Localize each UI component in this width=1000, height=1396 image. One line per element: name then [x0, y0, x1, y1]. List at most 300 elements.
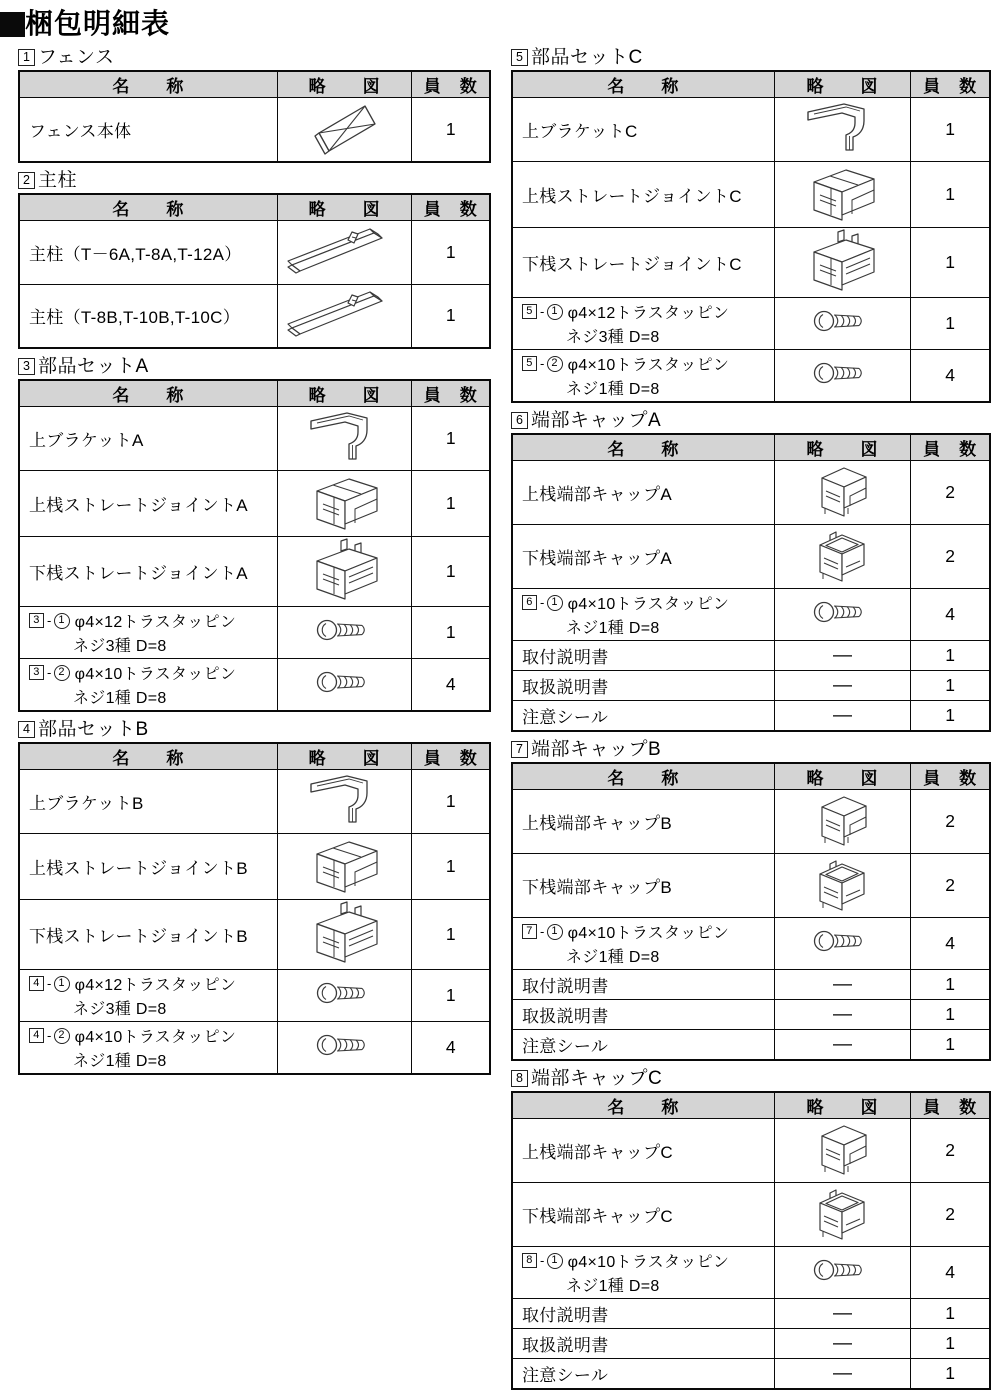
part-name: φ4×12トラスタッピン: [567, 305, 730, 322]
ref-number-circle: 2: [54, 665, 70, 681]
table-title: 部品セットC: [531, 47, 643, 68]
bracket-icon: [802, 100, 882, 154]
table-row: [512, 1030, 990, 1061]
upper-joint-icon: [800, 162, 884, 222]
part-name: 上桟ストレートジョイントB: [29, 859, 248, 878]
qty-value: 4: [911, 918, 990, 970]
part-name: フェンス本体: [29, 121, 132, 141]
table-label: [18, 720, 491, 739]
screw-icon: [812, 928, 872, 954]
table-title: 端部キャップC: [531, 1068, 663, 1089]
lower-joint-icon: [303, 537, 387, 601]
part-name-cell: [19, 407, 277, 471]
part-name-cell: [512, 641, 774, 671]
figure-dash: [774, 701, 911, 732]
ref-number-circle: 1: [54, 613, 70, 629]
post-icon: [286, 224, 404, 276]
part-name-cell: [19, 834, 277, 900]
table-title: 部品セットB: [38, 719, 149, 740]
figure-cell: [774, 1119, 911, 1183]
table-row: [512, 701, 990, 732]
figure-dash: [774, 1299, 911, 1329]
qty-value: 1: [412, 284, 490, 348]
col-header-name: 名 称: [19, 71, 277, 98]
ref-separator: -: [540, 304, 545, 319]
lower-cap-icon: [810, 854, 874, 912]
ref-separator: -: [47, 976, 52, 991]
part-name: 取扱説明書: [522, 1007, 609, 1026]
table-row: [512, 98, 990, 162]
part-name-cell: [512, 854, 774, 918]
figure-cell: [277, 98, 412, 162]
figure-dash: [774, 1359, 911, 1390]
parts-table: [18, 742, 491, 1075]
part-name-cell: [512, 1329, 774, 1359]
table-row: [512, 671, 990, 701]
qty-value: 1: [911, 228, 990, 298]
part-name: 主柱（T-8B,T-10B,T-10C）: [29, 308, 240, 328]
part-name-line2: ネジ1種 D=8: [566, 1278, 660, 1295]
lower-joint-icon: [303, 900, 387, 964]
table-title: 主柱: [38, 169, 78, 191]
parts-table: [511, 762, 991, 1061]
col-header-figure: 略 図: [277, 71, 412, 98]
col-header-name: 名 称: [512, 71, 774, 98]
part-name: 上ブラケットB: [29, 794, 144, 813]
table-label: [511, 740, 991, 759]
col-header-figure: 略 図: [277, 743, 412, 770]
figure-cell: [277, 607, 412, 659]
screw-icon: [812, 360, 872, 386]
qty-value: 2: [911, 461, 990, 525]
ref-number-box: 4: [29, 976, 44, 991]
table-number-badge: 5: [511, 49, 528, 66]
part-name: 下桟端部キャップA: [522, 549, 673, 568]
table-row: [19, 537, 490, 607]
figure-cell: [277, 220, 412, 284]
fence-panel-icon: [307, 99, 383, 155]
table-title: 部品セットA: [38, 356, 149, 377]
table-row: [19, 407, 490, 471]
qty-value: 1: [412, 471, 490, 537]
qty-value: 1: [911, 701, 990, 732]
part-name-cell: [19, 98, 277, 162]
lower-cap-icon: [810, 525, 874, 583]
qty-value: 2: [911, 1119, 990, 1183]
parts-table-section: [18, 169, 491, 350]
table-title: フェンス: [38, 47, 115, 68]
table-row: [512, 1119, 990, 1183]
table-number-badge: 4: [18, 721, 35, 738]
part-name: 取扱説明書: [522, 1336, 609, 1355]
qty-value: 1: [412, 900, 490, 970]
ref-number-box: 7: [522, 924, 537, 939]
part-name-cell: [512, 228, 774, 298]
dash-symbol: —: [832, 1302, 852, 1324]
col-header-figure: 略 図: [774, 1092, 911, 1119]
part-name-line2: ネジ3種 D=8: [73, 638, 167, 655]
part-name: 取付説明書: [522, 977, 609, 996]
table-label: [18, 171, 491, 190]
figure-cell: [277, 537, 412, 607]
table-title: 端部キャップA: [531, 410, 662, 431]
dash-symbol: —: [832, 644, 852, 666]
figure-cell: [774, 350, 911, 403]
upper-cap-icon: [810, 462, 874, 518]
col-header-name: 名 称: [19, 380, 277, 407]
part-name-line2: ネジ1種 D=8: [566, 620, 660, 637]
ref-number-circle: 1: [547, 304, 563, 320]
parts-table: [18, 379, 491, 712]
qty-value: 1: [911, 98, 990, 162]
figure-cell: [774, 1183, 911, 1247]
table-row: [512, 162, 990, 228]
ref-number-box: 6: [522, 595, 537, 610]
qty-value: 1: [911, 162, 990, 228]
part-name: 注意シール: [522, 708, 609, 727]
figure-cell: [277, 284, 412, 348]
figure-cell: [774, 298, 911, 350]
parts-table: [18, 193, 491, 350]
dash-symbol: —: [832, 1033, 852, 1055]
part-name: 下桟端部キャップB: [522, 878, 673, 897]
part-name: φ4×10トラスタッピン: [567, 357, 730, 374]
ref-number-circle: 1: [54, 976, 70, 992]
parts-table-section: [511, 409, 991, 732]
part-name-line2: ネジ3種 D=8: [73, 1001, 167, 1018]
figure-cell: [774, 525, 911, 589]
qty-value: 1: [911, 298, 990, 350]
figure-cell: [277, 407, 412, 471]
table-row: [512, 918, 990, 970]
col-header-qty: 員 数: [911, 71, 990, 98]
figure-cell: [774, 228, 911, 298]
screw-icon: [315, 617, 375, 643]
part-name-cell: [512, 1299, 774, 1329]
qty-value: 2: [911, 790, 990, 854]
qty-value: 1: [911, 1329, 990, 1359]
part-name-cell: [512, 1119, 774, 1183]
part-name-cell: [19, 1022, 277, 1075]
figure-cell: [774, 98, 911, 162]
col-header-name: 名 称: [512, 1092, 774, 1119]
table-row: [512, 790, 990, 854]
qty-value: 1: [412, 970, 490, 1022]
figure-dash: [774, 1000, 911, 1030]
lower-cap-icon: [810, 1183, 874, 1241]
table-label: [18, 357, 491, 376]
col-header-qty: 員 数: [412, 380, 490, 407]
figure-cell: [277, 471, 412, 537]
part-name-cell: [19, 770, 277, 834]
table-label: [511, 1069, 991, 1088]
figure-cell: [774, 162, 911, 228]
part-name-cell: [19, 900, 277, 970]
part-name-cell: [512, 525, 774, 589]
figure-cell: [774, 589, 911, 641]
part-name: 下桟端部キャップC: [522, 1207, 673, 1226]
part-name: φ4×10トラスタッピン: [567, 1254, 730, 1271]
table-number-badge: 7: [511, 741, 528, 758]
table-row: [512, 1299, 990, 1329]
screw-icon: [315, 1032, 375, 1058]
parts-table: [511, 1091, 991, 1390]
qty-value: 1: [412, 98, 490, 162]
part-name: 上桟ストレートジョイントA: [29, 496, 248, 515]
col-header-qty: 員 数: [911, 1092, 990, 1119]
col-header-figure: 略 図: [774, 763, 911, 790]
part-name-cell: [512, 162, 774, 228]
ref-number-box: 5: [522, 356, 537, 371]
col-header-qty: 員 数: [911, 434, 990, 461]
part-name-cell: [512, 970, 774, 1000]
part-name-cell: [19, 537, 277, 607]
parts-table-section: [18, 355, 491, 712]
table-row: [19, 770, 490, 834]
qty-value: 1: [412, 607, 490, 659]
figure-cell: [277, 1022, 412, 1075]
header-row: [512, 763, 990, 790]
part-name-cell: [512, 298, 774, 350]
ref-number-circle: 2: [547, 356, 563, 372]
col-header-qty: 員 数: [412, 194, 490, 221]
figure-cell: [277, 834, 412, 900]
screw-icon: [812, 1257, 872, 1283]
table-row: [512, 350, 990, 403]
table-title: 端部キャップB: [531, 739, 662, 760]
figure-cell: [277, 900, 412, 970]
qty-value: 1: [412, 770, 490, 834]
qty-value: 2: [911, 1183, 990, 1247]
table-row: [19, 607, 490, 659]
part-name-cell: [512, 350, 774, 403]
ref-separator: -: [540, 924, 545, 939]
part-name: φ4×12トラスタッピン: [74, 977, 237, 994]
part-name: 下桟ストレートジョイントA: [29, 564, 248, 583]
upper-cap-icon: [810, 791, 874, 847]
col-header-name: 名 称: [512, 434, 774, 461]
table-label: [511, 48, 991, 67]
table-row: [512, 1247, 990, 1299]
qty-value: 2: [911, 854, 990, 918]
table-number-badge: 6: [511, 412, 528, 429]
part-name-cell: [512, 589, 774, 641]
figure-dash: [774, 671, 911, 701]
table-row: [19, 471, 490, 537]
table-row: [19, 834, 490, 900]
table-columns: [18, 46, 1000, 1396]
dash-symbol: —: [832, 1362, 852, 1384]
col-header-qty: 員 数: [911, 763, 990, 790]
qty-value: 4: [412, 1022, 490, 1075]
part-name-cell: [19, 607, 277, 659]
part-name-cell: [19, 220, 277, 284]
qty-value: 1: [911, 671, 990, 701]
table-label: [511, 411, 991, 430]
upper-cap-icon: [810, 1120, 874, 1176]
table-row: [512, 589, 990, 641]
part-name-cell: [19, 471, 277, 537]
figure-cell: [774, 918, 911, 970]
part-name-cell: [512, 671, 774, 701]
qty-value: 1: [412, 220, 490, 284]
ref-number-circle: 1: [547, 924, 563, 940]
part-name-line2: ネジ3種 D=8: [566, 329, 660, 346]
part-name-cell: [512, 701, 774, 732]
part-name-cell: [512, 461, 774, 525]
ref-separator: -: [540, 356, 545, 371]
part-name: 上桟端部キャップC: [522, 1143, 673, 1162]
part-name-line2: ネジ1種 D=8: [566, 949, 660, 966]
screw-icon: [315, 669, 375, 695]
col-header-qty: 員 数: [412, 743, 490, 770]
ref-number-circle: 1: [547, 1253, 563, 1269]
parts-table: [18, 70, 491, 163]
table-number-badge: 1: [18, 49, 35, 66]
screw-icon: [812, 599, 872, 625]
col-header-name: 名 称: [19, 743, 277, 770]
header-row: [19, 71, 490, 98]
table-row: [512, 1359, 990, 1390]
col-header-name: 名 称: [512, 763, 774, 790]
col-header-name: 名 称: [19, 194, 277, 221]
table-number-badge: 8: [511, 1070, 528, 1087]
part-name-cell: [512, 790, 774, 854]
part-name-cell: [19, 284, 277, 348]
table-row: [19, 220, 490, 284]
table-number-badge: 3: [18, 358, 35, 375]
table-row: [512, 228, 990, 298]
part-name-cell: [512, 918, 774, 970]
parts-table-section: [18, 718, 491, 1075]
part-name: 上ブラケットA: [29, 431, 144, 450]
upper-joint-icon: [303, 834, 387, 894]
header-row: [512, 434, 990, 461]
title-square-icon: [0, 12, 25, 37]
lower-joint-icon: [800, 228, 884, 292]
table-row: [512, 461, 990, 525]
col-header-figure: 略 図: [277, 194, 412, 221]
part-name: φ4×10トラスタッピン: [74, 1029, 237, 1046]
dash-symbol: —: [832, 1332, 852, 1354]
part-name-line2: ネジ1種 D=8: [73, 1053, 167, 1070]
table-row: [512, 1183, 990, 1247]
post-icon: [286, 287, 404, 339]
figure-dash: [774, 1329, 911, 1359]
header-row: [19, 194, 490, 221]
dash-symbol: —: [832, 973, 852, 995]
ref-number-box: 4: [29, 1028, 44, 1043]
part-name: φ4×10トラスタッピン: [74, 666, 237, 683]
col-header-figure: 略 図: [774, 71, 911, 98]
qty-value: 1: [412, 407, 490, 471]
qty-value: 1: [911, 1359, 990, 1390]
table-label: [18, 48, 491, 67]
part-name: 上桟ストレートジョイントC: [522, 187, 742, 206]
part-name-line2: ネジ1種 D=8: [566, 381, 660, 398]
header-row: [19, 380, 490, 407]
dash-symbol: —: [832, 1003, 852, 1025]
part-name: 取扱説明書: [522, 678, 609, 697]
parts-table: [511, 433, 991, 732]
parts-table-section: [511, 46, 991, 403]
figure-cell: [774, 461, 911, 525]
qty-value: 4: [911, 1247, 990, 1299]
table-row: [512, 970, 990, 1000]
table-row: [512, 525, 990, 589]
ref-separator: -: [540, 595, 545, 610]
table-row: [512, 298, 990, 350]
right-column: [511, 46, 991, 1396]
part-name: 上桟端部キャップB: [522, 814, 673, 833]
qty-value: 2: [911, 525, 990, 589]
figure-dash: [774, 1030, 911, 1061]
qty-value: 1: [412, 834, 490, 900]
part-name-cell: [512, 1030, 774, 1061]
ref-number-circle: 2: [54, 1028, 70, 1044]
dash-symbol: —: [832, 704, 852, 726]
parts-table-section: [511, 738, 991, 1061]
part-name-cell: [512, 1183, 774, 1247]
col-header-qty: 員 数: [412, 71, 490, 98]
part-name: 上桟端部キャップA: [522, 485, 673, 504]
screw-icon: [812, 308, 872, 334]
screw-icon: [315, 980, 375, 1006]
figure-dash: [774, 641, 911, 671]
part-name: 主柱（T－6A,T-8A,T-12A）: [29, 244, 242, 264]
part-name: φ4×12トラスタッピン: [74, 614, 237, 631]
figure-cell: [774, 854, 911, 918]
part-name: φ4×10トラスタッピン: [567, 596, 730, 613]
part-name-cell: [512, 1000, 774, 1030]
page-title: [0, 10, 1000, 38]
part-name: 取付説明書: [522, 648, 609, 667]
ref-number-box: 3: [29, 665, 44, 680]
part-name-cell: [512, 1359, 774, 1390]
table-row: [512, 641, 990, 671]
figure-cell: [277, 770, 412, 834]
upper-joint-icon: [303, 471, 387, 531]
header-row: [19, 743, 490, 770]
header-row: [512, 1092, 990, 1119]
part-name-cell: [512, 98, 774, 162]
part-name: φ4×10トラスタッピン: [567, 925, 730, 942]
bracket-icon: [305, 772, 385, 826]
part-name: 下桟ストレートジョイントB: [29, 927, 248, 946]
figure-cell: [277, 659, 412, 712]
dash-symbol: —: [832, 674, 852, 696]
figure-dash: [774, 970, 911, 1000]
part-name-cell: [19, 659, 277, 712]
table-row: [19, 970, 490, 1022]
qty-value: 4: [412, 659, 490, 712]
qty-value: 1: [412, 537, 490, 607]
parts-table-section: [511, 1067, 991, 1390]
table-row: [19, 900, 490, 970]
table-row: [19, 659, 490, 712]
part-name: 注意シール: [522, 1366, 609, 1385]
ref-number-box: 8: [522, 1253, 537, 1268]
left-column: [18, 46, 491, 1081]
table-row: [19, 284, 490, 348]
part-name: 注意シール: [522, 1037, 609, 1056]
figure-cell: [277, 970, 412, 1022]
ref-separator: -: [47, 613, 52, 628]
part-name-cell: [19, 970, 277, 1022]
col-header-figure: 略 図: [774, 434, 911, 461]
part-name: 取付説明書: [522, 1306, 609, 1325]
ref-number-circle: 1: [547, 595, 563, 611]
